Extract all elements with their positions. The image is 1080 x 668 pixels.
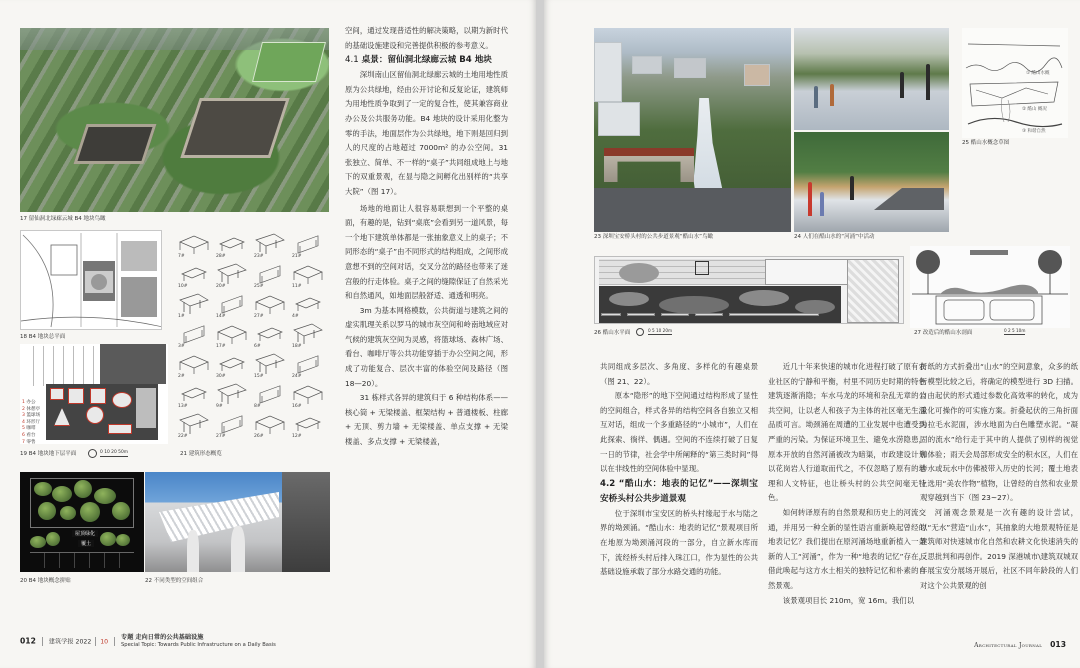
building-form-thumbnail bbox=[290, 412, 324, 436]
legend-item: 7 零售 bbox=[22, 439, 36, 445]
fig26-caption: 26 酷山水平面 bbox=[594, 330, 631, 336]
building-form-label: 11# bbox=[292, 284, 302, 289]
building-form-thumbnail bbox=[290, 292, 324, 316]
building-form-thumbnail bbox=[290, 382, 324, 406]
building-form-thumbnail bbox=[176, 292, 210, 316]
fig17-caption: 17 留仙洞北绿廊云城 B4 地块鸟瞰 bbox=[20, 216, 106, 222]
building-form-thumbnail bbox=[214, 232, 248, 256]
fig27-caption: 27 改造后的酷山水剖面 bbox=[914, 330, 973, 336]
fig20-caption: 20 B4 地块概念拼贴 bbox=[20, 578, 71, 584]
journal-year: 2022 bbox=[75, 638, 92, 646]
fig22-photo bbox=[145, 472, 330, 572]
fig19-legend bbox=[22, 400, 40, 446]
building-form-label: 22# bbox=[178, 434, 188, 439]
page-number: 012 bbox=[20, 636, 36, 646]
journal-name-en: Architectural Journal bbox=[974, 642, 1043, 649]
page-number: 013 bbox=[1050, 640, 1066, 649]
section-heading-4-1: 4.1 桌景：留仙洞北绿廊云城 B4 地块 bbox=[345, 55, 492, 66]
building-form-label: 27# bbox=[216, 434, 226, 439]
paragraph: 河涌观念景观是一次有趣的设计尝试，以“无水”营造“山水”，其抽象的大地景观特征是建筑师对快速城市化自然和农耕文化快速消失的反思批判和再创作。2019 深港城市\建筑双城双年展宝安分展场开展后，社区不同年龄段的人们对这个公共景观的创 bbox=[920, 507, 1078, 590]
legend-item: 6 看台 bbox=[22, 432, 36, 438]
paragraph: 折纸的方式折叠出“山水”的空间意象，众多的纸折模型比较之后，将确定的模型进行 3D 扫描。自由起伏的形式通过参数化高效率的转化，成为量化可操作的可实施方案。折叠起伏的三角折面为拉毛水泥面，涉水地面为白色雕塑水泥。“凝固的流水”给行走于其中的人提供了别样的视觉和体验；雨天会局部形成安全的积水区，人们在涉水或玩水中仿佛被带入历史的长河；覆土地表上选用“美农作物”植物，让曾经的自然和农业景观穿越到当下（图 23~27）。 bbox=[920, 362, 1078, 503]
fig26-landscape-plan bbox=[594, 256, 904, 324]
left-footer bbox=[20, 634, 276, 649]
building-form-label: 21# bbox=[292, 254, 302, 259]
north-arrow-icon bbox=[88, 449, 97, 458]
village-gate bbox=[604, 148, 694, 182]
building-form-label: 4# bbox=[292, 314, 299, 319]
legend-item: 2 休憩亭 bbox=[22, 406, 41, 412]
fig27-section bbox=[910, 246, 1070, 328]
building-form-label: 18# bbox=[292, 344, 302, 349]
topic-title-en: Special Topic: Towards Public Infrastructure on a Daily Basis bbox=[121, 642, 276, 648]
building-form-thumbnail bbox=[176, 352, 210, 376]
page-gutter bbox=[536, 0, 544, 668]
building-form-label: 24# bbox=[292, 374, 302, 379]
fig25-caption: 25 酷山水概念草图 bbox=[962, 140, 1010, 146]
building-form-label: 3# bbox=[178, 344, 185, 349]
sunken-courtyard bbox=[180, 98, 289, 158]
building-form-label: 30# bbox=[216, 374, 226, 379]
paragraph: 31 栋样式各异的建筑归于 6 种结构体系——核心筒 + 无梁楼盖、框架结构 + 普通楼板、柱廊 + 无顶、剪力墙 + 无梁楼盖、单点支撑 + 无梁楼盖、多点支撑 + 无梁楼盖， bbox=[345, 393, 508, 447]
building-form-label: 14# bbox=[216, 314, 226, 319]
building-form-label: 7# bbox=[178, 254, 185, 259]
fig26-scale-bar: 0 5 10 20m bbox=[648, 328, 673, 333]
building-form-thumbnail bbox=[252, 352, 286, 376]
north-arrow-icon bbox=[636, 328, 644, 336]
right-text-column-1 bbox=[600, 360, 758, 580]
building-form-thumbnail bbox=[252, 382, 286, 406]
fig24-photo-bottom bbox=[794, 132, 949, 232]
building-form-label: 23# bbox=[254, 254, 264, 259]
building-form-label: 12# bbox=[292, 434, 302, 439]
fig20-concept-collage bbox=[20, 472, 144, 572]
building-form-thumbnail bbox=[176, 322, 210, 346]
building-form-label: 10# bbox=[178, 284, 188, 289]
topic-title-cn: 走向日常的公共基础设施 bbox=[135, 634, 204, 641]
building-form-thumbnail bbox=[214, 262, 248, 286]
fig24-photo-top bbox=[794, 28, 949, 130]
building-form-label: 13# bbox=[178, 404, 188, 409]
paragraph: 近几十年来快速的城市化进程打破了原有农业社区的宁静和平衡，村里不同历史时期的特色建筑逐渐消隐；车水马龙的环境和杂乱无章的公共空间，让以老人和孩子为主体的社区毫无生活品质可言。坳颈涌在周遭的工业发展中也遭受到严重的污染。为保证环境卫生、避免水涝隐患，原本开放的自然河涌被改为暗渠，市政建设计划以花岗岩人行道取而代之，不仅忽略了原有的地理和人文特征，也让桥头村的公共空间毫无特色。 bbox=[768, 362, 926, 503]
topic-label: 专题 bbox=[121, 634, 134, 641]
building-form-label: 16# bbox=[292, 404, 302, 409]
legend-item: 4 环形厅 bbox=[22, 419, 41, 425]
building-form-label: 17# bbox=[216, 344, 226, 349]
building-form-thumbnail bbox=[176, 232, 210, 256]
paragraph: 深圳南山区留仙洞北绿廊云城的土地用地性质原为公共绿地，经由公开讨论和反复论证，建筑师为用地性质争取到了一定的复合性，使其兼容商业办公及公共服务功能。B4 地块的设计采用化整为零的手法，地面层作为公共绿地，地下则是回归到人的尺度的占地超过 7000m² 的办公空间。31 张独立、简单、不一样的“桌子”共同组成地上与地下的双重景观，在显与隐之间孵化出别样的“共享大院”（图 17）。 bbox=[345, 70, 508, 196]
fig23-aerial-photo bbox=[594, 28, 791, 232]
paragraph: 如何转译原有的自然景观和历史上的河流交通，并用另一种全新的显性语言重新唤起曾经的地表记忆？我们提出在原河涌场地重新植入一条新的人工“河涌”，作为一种“地表的记忆”存在，借此唤起与这方水土相关的独特记忆和朴素的自然景观。 bbox=[768, 507, 926, 590]
building-form-thumbnail bbox=[252, 322, 286, 346]
building-form-thumbnail bbox=[214, 352, 248, 376]
building-form-thumbnail bbox=[290, 232, 324, 256]
basketball-court bbox=[252, 42, 326, 82]
building-form-label: 25# bbox=[254, 284, 264, 289]
paragraph: 位于深圳市宝安区的桥头村缘起于水与陆之界的坳颈涌。“酷山水：地表的记忆”景观项目所在地原为坳颈涌河段的一部分，自立新水库而下，流经桥头村后排入珠江口，作为显性的公共基础设施承载了部分水路交通的功能。 bbox=[600, 508, 758, 577]
sketch-note: ② 酷山 概况 bbox=[1022, 107, 1047, 112]
fig21-building-forms bbox=[176, 232, 330, 448]
fig22-caption: 22 不同类型的空间组合 bbox=[145, 578, 204, 584]
building-form-thumbnail bbox=[176, 262, 210, 286]
building-form-thumbnail bbox=[176, 412, 210, 436]
building-form-thumbnail bbox=[290, 262, 324, 286]
building-form-thumbnail bbox=[214, 382, 248, 406]
soil-cover-label: 覆土 bbox=[78, 540, 94, 547]
fig19-underground-plan bbox=[20, 344, 168, 444]
building-form-thumbnail bbox=[252, 262, 286, 286]
journal-name: 建筑学报 bbox=[48, 638, 74, 646]
fig25-concept-sketch bbox=[962, 28, 1068, 138]
right-footer bbox=[974, 640, 1066, 649]
building-form-thumbnail bbox=[214, 322, 248, 346]
building-form-label: 26# bbox=[254, 434, 264, 439]
right-text-column-3 bbox=[920, 360, 1078, 594]
building-form-label: 6# bbox=[254, 344, 261, 349]
building-form-label: 15# bbox=[254, 374, 264, 379]
building-form-thumbnail bbox=[252, 412, 286, 436]
fig17-aerial-photo bbox=[20, 28, 329, 212]
fig18-caption: 18 B4 地块总平面 bbox=[20, 334, 66, 340]
fig19-caption: 19 B4 地块地下层平面 bbox=[20, 451, 77, 457]
right-text-column-2 bbox=[768, 360, 926, 608]
fig24-caption: 24 人们在酷山水的“河涌”中活动 bbox=[794, 234, 875, 240]
legend-item: 5 咖啡 bbox=[22, 426, 36, 432]
building-form-thumbnail bbox=[176, 382, 210, 406]
building-form-thumbnail bbox=[214, 412, 248, 436]
building-form-thumbnail bbox=[214, 292, 248, 316]
building-form-label: 2# bbox=[178, 374, 185, 379]
building-form-label: 1# bbox=[178, 314, 185, 319]
building-form-thumbnail bbox=[252, 292, 286, 316]
building-form-label: 27# bbox=[254, 314, 264, 319]
building-form-label: 28# bbox=[216, 254, 226, 259]
building-form-thumbnail bbox=[290, 322, 324, 346]
building-form-label: 20# bbox=[216, 284, 226, 289]
paragraph: 场地的地面让人很容易联想到一个平整的桌面，有趣的是，钻到“桌底”会看到另一道风景，每一个地下建筑单体都是一张抽象意义上的桌子；不同形态的“桌子”由不同形式的结构组成，之间形成意想不到的空间对话，交叉分岔的路径也带来了迷宫般的行走体验。桌子之间的缝隙保证了自然采光和自然通风，如地面层般舒适、通透和明亮。 bbox=[345, 203, 508, 301]
journal-issue: 10 bbox=[100, 638, 109, 646]
fig27-scale-bar: 0 2 5 10m bbox=[1004, 328, 1026, 333]
legend-item: 3 篮球场 bbox=[22, 413, 41, 419]
right-page bbox=[544, 0, 1080, 668]
paragraph: 共同组成多层次、多角度、多样化的有趣桌景（图 21、22）。 bbox=[600, 362, 758, 386]
building-form-thumbnail bbox=[290, 352, 324, 376]
fig19-scale-bar: 0 10 20 50m bbox=[100, 450, 129, 455]
fig23-caption: 23 深圳宝安桥头村的公共步道景观“酷山水”鸟瞰 bbox=[594, 234, 713, 240]
paragraph: 空间，通过发现普适性的解决策略，以期为新时代的基础设施建设和完善提供积极的参考意义。 bbox=[345, 26, 508, 50]
building-form-label: 8# bbox=[254, 404, 261, 409]
left-text-column bbox=[345, 24, 508, 450]
fig21-caption: 21 建筑形态概览 bbox=[180, 451, 222, 457]
roof-greening-label: 屋顶绿化 bbox=[72, 530, 98, 537]
paragraph: 该景观项目长 210m，宽 16m。我们以 bbox=[782, 595, 915, 605]
sunken-courtyard bbox=[74, 124, 157, 164]
sketch-note: ③ 和谐自然 bbox=[1022, 129, 1046, 134]
paragraph: 原本“隐形”的地下空间通过结构形成了显性的空间组合，样式各异的结构空间各自独立又相互对话，组成一个多重路径的“小城市”，人们在此探索、徜徉、偶遇。空间的不连续打破了日复一日的节律，社会学中所阐释的“第三类时间”得以在非线性的空间体验中显现。 bbox=[600, 391, 758, 474]
left-page bbox=[0, 0, 536, 668]
section-heading-4-2: 4.2 “酷山水：地表的记忆”——深圳宝安桥头村公共步道景观 bbox=[600, 478, 758, 504]
sketch-note: ① 酷山水概 bbox=[1026, 71, 1050, 76]
legend-item: 1 办公 bbox=[22, 400, 36, 405]
fig18-site-plan bbox=[20, 230, 162, 330]
building-form-thumbnail bbox=[252, 232, 286, 256]
paragraph: 3m 为基本网格模数，公共街道与建筑之间的虚实肌理关系以罗马的城市灰空间和岭南地域应对气候的建筑灰空间为灵感，将篮球场、森林广场、看台、咖啡厅等公共功能穿插于办公空间之间，形成了功能复合、层次丰富的体验空间及路径（图 18—20）。 bbox=[345, 305, 508, 388]
building-form-label: 9# bbox=[216, 404, 223, 409]
